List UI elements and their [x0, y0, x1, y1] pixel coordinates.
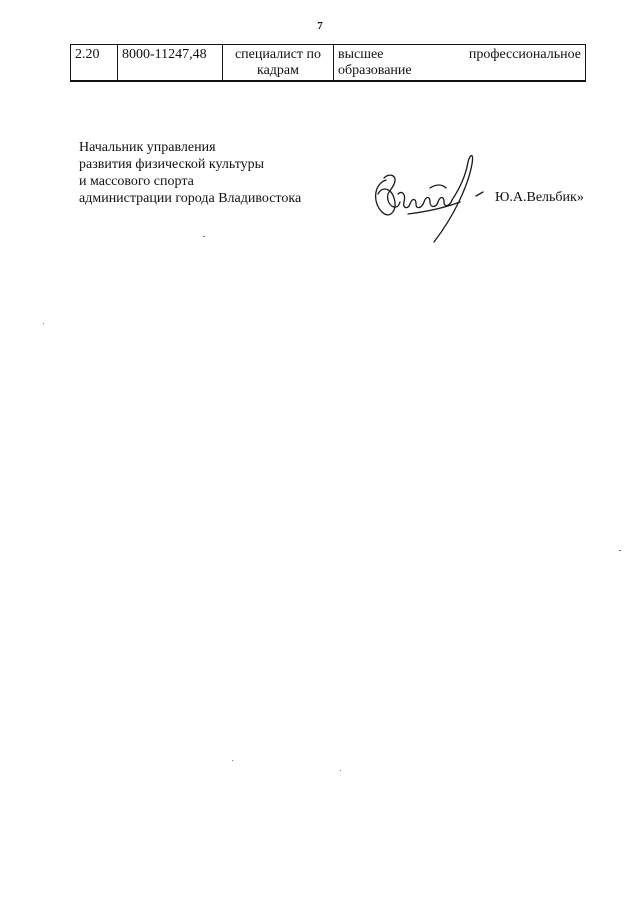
position-line-1: специалист по: [234, 47, 322, 62]
scan-speck: [340, 770, 341, 771]
requirements-word-2: профессиональное: [468, 47, 581, 62]
scan-speck: [232, 760, 233, 761]
row-number-cell: 2.20: [71, 45, 118, 82]
signatory-title-line-3: и массового спорта: [79, 174, 194, 189]
page-number: 7: [317, 20, 323, 32]
salary-cell: 8000-11247,48: [118, 45, 223, 82]
signatory-title-line-1: Начальник управления: [79, 140, 216, 155]
position-cell: [223, 45, 334, 82]
requirements-line-1: [338, 47, 581, 63]
signatory-title-line-4: администрации города Владивостока: [79, 191, 302, 206]
signatory-name: Ю.А.Вельбик»: [495, 190, 584, 205]
staff-table: [70, 44, 586, 82]
signatory-title-line-2: развития физической культуры: [79, 157, 265, 172]
requirements-cell: [334, 45, 586, 82]
scan-speck: [203, 236, 205, 237]
signatory-title: [79, 139, 301, 207]
requirements-line-2: образование: [338, 63, 412, 78]
scan-speck: [43, 323, 44, 324]
requirements-word-1: высшее: [338, 47, 384, 62]
scan-speck: [619, 550, 621, 551]
position-line-2: кадрам: [257, 63, 299, 78]
table-row: [71, 45, 586, 82]
handwritten-signature: [364, 150, 484, 250]
